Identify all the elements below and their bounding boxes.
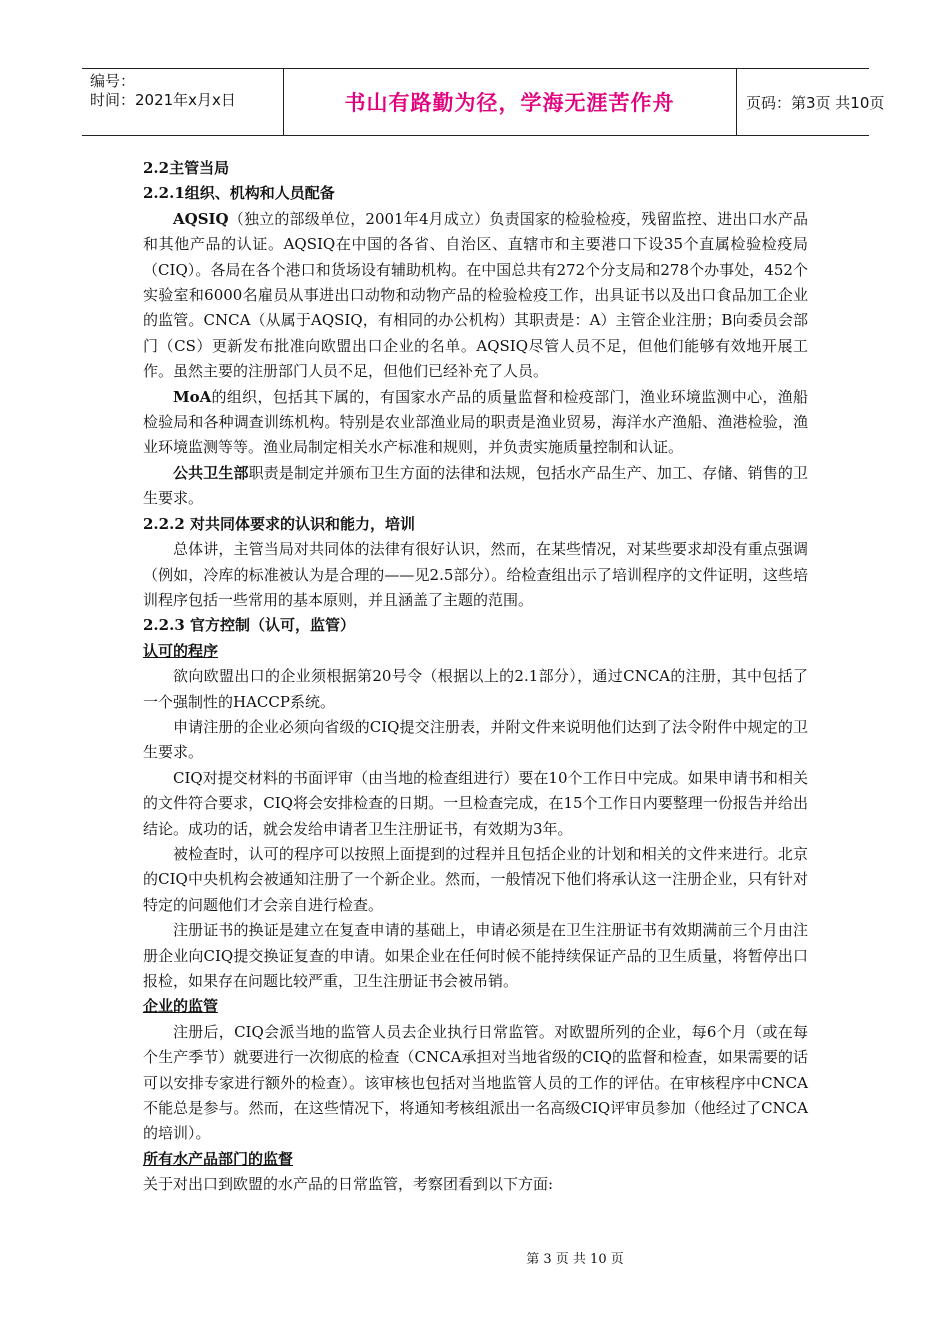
document-date-label: 时间：2021年x月x日: [90, 91, 236, 109]
paragraph-approval-4: 被检查时，认可的程序可以按照上面提到的过程并且包括企业的计划和相关的文件来进行。北京的CIQ中央机构会被通知注册了一个新企业。然而，一般情况下他们将承认这一注册企业，只有针对特定的问题他们才会亲自进行检查。: [143, 844, 808, 914]
footer-page-number: 第 3 页 共 10 页: [526, 1252, 624, 1267]
page-footer: [0, 1248, 950, 1267]
paragraph-moa: [143, 385, 808, 461]
document-body: [143, 156, 808, 1198]
paragraph-sector-supervision: 关于对出口到欧盟的水产品的日常监管，考察团看到以下方面:: [143, 1175, 554, 1194]
paragraph-approval-3: CIQ对提交材料的书面评审（由当地的检查组进行）要在10个工作日中完成。如果申请书和相关的文件符合要求，CIQ将会安排检查的日期。一旦检查完成，在15个工作日内要整理一份报告并给出结论。成功的话，就会发给申请者卫生注册证书，有效期为3年。: [143, 768, 808, 838]
header-page-number: 页码：第3页 共10页: [746, 93, 885, 112]
paragraph-approval-5: 注册证书的换证是建立在复查申请的基础上，申请必须是在卫生注册证书有效期满前三个月由注册企业向CIQ提交换证复查的申请。如果企业在任何时候不能持续保证产品的卫生质量，将暂停出口报检，如果存在问题比较严重，卫生注册证书会被吊销。: [143, 921, 808, 990]
paragraph-supervision: 注册后，CIQ会派当地的监管人员去企业执行日常监管。对欧盟所列的企业，每6个月（或在每个生产季节）就要进行一次彻底的检查（CNCA承担对当地省级的CIQ的监督和检查，如果需要的话可以安排专家进行额外的检查）。该审核也包括对当地监管人员的工作的评估。在审核程序中CNCA不能总是参与。然而，在这些情况下，将通知考核组派出一名高级CIQ评审员参加（他经过了CNCA的培训）。: [143, 1022, 808, 1143]
paragraph-approval-2: 申请注册的企业必须向省级的CIQ提交注册表，并附文件来说明他们达到了法令附件中规定的卫生要求。: [143, 717, 808, 762]
paragraph-training: 总体讲，主管当局对共同体的法律有很好认识，然而，在某些情况，对某些要求却没有重点强调（例如，冷库的标准被认为是合理的——见2.5部分）。给检查组出示了培训程序的文件证明，这些培训程序包括一些常用的基本原则，并且涵盖了主题的范围。: [143, 540, 808, 609]
section-heading-2-2-2: 2.2.2 对共同体要求的认识和能力，培训: [143, 514, 415, 533]
header-page-cell: [736, 69, 885, 135]
subheading-approval-procedure: 认可的程序: [143, 641, 219, 660]
section-heading-2-2-1: 2.2.1组织、机构和人员配备: [143, 184, 335, 203]
paragraph-moa-term: MoA: [173, 387, 212, 406]
paragraph-public-health-text: 职责是制定并颁布卫生方面的法律和法规，包括水产品生产、加工、存储、销售的卫生要求。: [143, 463, 808, 508]
subheading-establishment-supervision: 企业的监管: [143, 997, 219, 1016]
section-heading-2-2-3: 2.2.3 官方控制（认可，监管）: [143, 616, 355, 635]
subheading-fishery-sector-supervision: 所有水产品部门的监督: [143, 1149, 294, 1168]
paragraph-aqsiq: [143, 207, 808, 385]
page-header: [82, 68, 885, 136]
document-number-label: 编号：: [90, 72, 136, 90]
header-motto: 书山有路勤为径，学海无涯苦作舟: [344, 91, 675, 115]
paragraph-public-health-term: 公共卫生部: [173, 463, 249, 482]
paragraph-aqsiq-term: AQSIQ: [173, 209, 229, 228]
paragraph-moa-text: 的组织，包括其下属的，有国家水产品的质量监督和检疫部门，渔业环境监测中心，渔船检验局和各种调查训练机构。特别是农业部渔业局的职责是渔业贸易，海洋水产渔船、渔港检验，渔业环境监测等等。渔业局制定相关水产标准和规则，并负责实施质量控制和认证。: [143, 387, 808, 457]
header-info-cell: [82, 69, 284, 135]
paragraph-aqsiq-text: （独立的部级单位，2001年4月成立）负责国家的检验检疫，残留监控、进出口水产品和其他产品的认证。AQSIQ在中国的各省、自治区、直辖市和主要港口下设35个直属检验检疫局（CIQ）。各局在各个港口和货场设有辅助机构。在中国总共有272个分支局和278个办事处，452个实验室和6000名雇员从事进出口动物和动物产品的检验检疫工作，出具证书以及出口食品加工企业的监管。CNCA（从属于AQSIQ，有相同的办公机构）其职责是：A）主管企业注册；B向委员会部门（CS）更新发布批准向欧盟出口企业的名单。AQSIQ尽管人员不足，但他们能够有效地开展工作。虽然主要的注册部门人员不足，但他们已经补充了人员。: [143, 209, 808, 381]
paragraph-public-health: [143, 461, 808, 512]
paragraph-approval-1: 欲向欧盟出口的企业须根据第20号令（根据以上的2.1部分），通过CNCA的注册，其中包括了一个强制性的HACCP系统。: [143, 667, 808, 711]
header-motto-cell: [283, 69, 737, 135]
section-heading-2-2: 2.2主管当局: [143, 159, 230, 177]
